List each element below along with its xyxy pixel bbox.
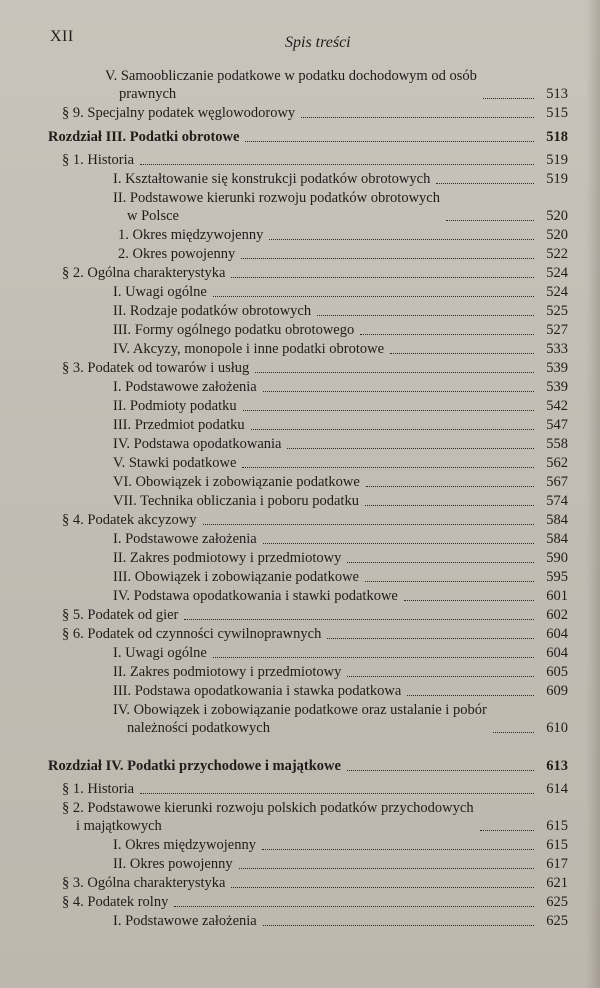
toc-entry (0, 434, 600, 453)
toc-dot-leader (407, 695, 534, 696)
toc-entry-title: § 1. Historia (62, 781, 135, 797)
toc-page-number: 567 (546, 474, 568, 490)
toc-page-number: 519 (546, 171, 568, 187)
toc-entry (0, 377, 600, 396)
toc-page-number: 621 (546, 875, 568, 891)
toc-entry-title: III. Podstawa opodatkowania i stawka podatkowa (113, 683, 402, 699)
toc-page-number: 520 (546, 208, 568, 224)
toc-entry-title: § 4. Podatek akcyzowy (62, 512, 197, 528)
toc-page-number: 617 (546, 856, 568, 872)
toc-entry (0, 624, 600, 643)
toc-entry (0, 244, 600, 263)
toc-entry (0, 358, 600, 377)
toc-entry-title: § 9. Specjalny podatek węglowodorowy (62, 105, 296, 121)
toc-entry-title: III. Przedmiot podatku (113, 417, 245, 433)
toc-dot-leader (347, 562, 534, 563)
toc-entry-title: § 2. Ogólna charakterystyka (62, 265, 226, 281)
toc-page-number: 584 (546, 531, 568, 547)
toc-entry (0, 911, 600, 930)
toc-dot-leader (390, 353, 534, 354)
toc-dot-leader (262, 849, 534, 850)
toc-page-number: 515 (546, 105, 568, 121)
toc-entry (0, 320, 600, 339)
toc-dot-leader (263, 925, 534, 926)
toc-entry-title: II. Podmioty podatku (113, 398, 237, 414)
toc-dot-leader (301, 117, 534, 118)
toc-dot-leader (231, 887, 534, 888)
toc-page-number: 562 (546, 455, 568, 471)
toc-entry-title: § 5. Podatek od gier (62, 607, 179, 623)
toc-page-number: 595 (546, 569, 568, 585)
toc-page-number: 527 (546, 322, 568, 338)
toc-page-number: 604 (546, 626, 568, 642)
toc-page-number: 513 (546, 86, 568, 102)
toc-entry-title: IV. Podstawa opodatkowania (113, 436, 282, 452)
toc-page-number: 524 (546, 284, 568, 300)
toc-entry (0, 282, 600, 301)
toc-dot-leader (446, 220, 534, 221)
toc-dot-leader (239, 868, 534, 869)
toc-entry-title: I. Podstawowe założenia (113, 379, 257, 395)
toc-dot-leader (213, 657, 534, 658)
toc-entry-title: IV. Akcyzy, monopole i inne podatki obrotowe (113, 341, 385, 357)
toc-chapter-entry (0, 751, 600, 779)
toc-entry (0, 169, 600, 188)
toc-dot-leader (174, 906, 534, 907)
toc-entry (0, 150, 600, 169)
toc-dot-leader (231, 277, 534, 278)
toc-page-number: 615 (546, 818, 568, 834)
toc-entry-title: VI. Obowiązek i zobowiązanie podatkowe (113, 474, 360, 490)
toc-dot-leader (243, 410, 534, 411)
toc-entry-title: IV. Obowiązek i zobowiązanie podatkowe oraz ustalanie i pobór należności podatkowych (113, 702, 487, 736)
toc-entry-title: II. Rodzaje podatków obrotowych (113, 303, 312, 319)
toc-entry (0, 415, 600, 434)
toc-entry-title: § 4. Podatek rolny (62, 894, 169, 910)
toc-entry-title: I. Uwagi ogólne (113, 284, 207, 300)
toc-page-number: 625 (546, 894, 568, 910)
toc-dot-leader (327, 638, 534, 639)
running-title: Spis treści (285, 34, 351, 51)
toc-dot-leader (241, 258, 534, 259)
toc-entry (0, 835, 600, 854)
toc-dot-leader (245, 141, 534, 142)
toc-dot-leader (213, 296, 534, 297)
toc-dot-leader (360, 334, 534, 335)
toc-page-number: 590 (546, 550, 568, 566)
toc-entry (0, 779, 600, 798)
toc-entry-title: I. Kształtowanie się konstrukcji podatków obrotowych (113, 171, 431, 187)
toc-page-number: 613 (546, 758, 568, 774)
page-folio: XII (50, 28, 74, 45)
toc-entry-title: V. Stawki podatkowe (113, 455, 237, 471)
toc-entry (0, 605, 600, 624)
toc-page-number: 602 (546, 607, 568, 623)
toc-entry-title: I. Podstawowe założenia (113, 531, 257, 547)
toc-entry-title: V. Samoobliczanie podatkowe w podatku dochodowym od osób prawnych (105, 68, 477, 102)
toc-dot-leader (365, 505, 534, 506)
toc-page-number: 584 (546, 512, 568, 528)
toc-entry-title: II. Zakres podmiotowy i przedmiotowy (113, 664, 342, 680)
toc-page-number: 547 (546, 417, 568, 433)
toc-page-number: 574 (546, 493, 568, 509)
toc-entry-title: III. Formy ogólnego podatku obrotowego (113, 322, 355, 338)
toc-page-number: 525 (546, 303, 568, 319)
toc-entry (0, 662, 600, 681)
toc-entry (0, 873, 600, 892)
toc-page-number: 533 (546, 341, 568, 357)
toc-dot-leader (365, 581, 534, 582)
toc-page-number: 542 (546, 398, 568, 414)
toc-entry-title: § 6. Podatek od czynności cywilnoprawnych (62, 626, 322, 642)
toc-entry (0, 643, 600, 662)
toc-entry-title: VII. Technika obliczania i poboru podatku (113, 493, 359, 509)
toc-entry (0, 263, 600, 282)
toc-dot-leader (140, 164, 534, 165)
toc-dot-leader (366, 486, 534, 487)
toc-entry (0, 188, 600, 225)
toc-entry-title: II. Podstawowe kierunki rozwoju podatków obrotowych w Polsce (113, 190, 440, 224)
toc-dot-leader (493, 732, 534, 733)
toc-entry-title: III. Obowiązek i zobowiązanie podatkowe (113, 569, 359, 585)
toc-entry (0, 798, 600, 835)
toc-entry (0, 567, 600, 586)
toc-dot-leader (263, 543, 534, 544)
toc-page-number: 558 (546, 436, 568, 452)
toc-entry (0, 529, 600, 548)
page-header (0, 0, 600, 62)
toc-page-number: 519 (546, 152, 568, 168)
toc-entry (0, 103, 600, 122)
toc-entry (0, 66, 600, 103)
toc-entry (0, 491, 600, 510)
toc-page-number: 605 (546, 664, 568, 680)
toc-entry-title: § 3. Podatek od towarów i usług (62, 360, 250, 376)
toc-dot-leader (251, 429, 534, 430)
toc-dot-leader (317, 315, 534, 316)
toc-dot-leader (347, 770, 534, 771)
toc-page-number: 524 (546, 265, 568, 281)
toc-entry-title: I. Podstawowe założenia (113, 913, 257, 929)
toc-entry (0, 700, 600, 737)
table-of-contents (0, 66, 600, 930)
toc-entry-title: § 2. Podstawowe kierunki rozwoju polskich podatków przychodowych i majątkowych (62, 800, 474, 834)
toc-dot-leader (203, 524, 535, 525)
toc-page-number: 522 (546, 246, 568, 262)
toc-chapter-entry (0, 122, 600, 150)
toc-page-number: 614 (546, 781, 568, 797)
toc-dot-leader (436, 183, 534, 184)
toc-entry-title: 1. Okres międzywojenny (118, 227, 264, 243)
toc-entry-title: II. Zakres podmiotowy i przedmiotowy (113, 550, 342, 566)
toc-spacer (0, 737, 600, 751)
toc-page-number: 518 (546, 129, 568, 145)
toc-entry (0, 854, 600, 873)
toc-entry (0, 548, 600, 567)
toc-entry (0, 339, 600, 358)
toc-entry (0, 453, 600, 472)
toc-entry-title: § 1. Historia (62, 152, 135, 168)
toc-entry (0, 396, 600, 415)
toc-dot-leader (287, 448, 534, 449)
toc-page-number: 609 (546, 683, 568, 699)
toc-dot-leader (483, 98, 534, 99)
toc-page-number: 601 (546, 588, 568, 604)
toc-page-number: 610 (546, 720, 568, 736)
toc-dot-leader (242, 467, 534, 468)
toc-dot-leader (269, 239, 534, 240)
toc-page-number: 520 (546, 227, 568, 243)
toc-page-number: 539 (546, 360, 568, 376)
toc-dot-leader (255, 372, 534, 373)
toc-page-number: 604 (546, 645, 568, 661)
toc-dot-leader (347, 676, 534, 677)
toc-entry-title: II. Okres powojenny (113, 856, 233, 872)
toc-dot-leader (404, 600, 534, 601)
toc-entry-title: § 3. Ogólna charakterystyka (62, 875, 226, 891)
toc-entry-title: IV. Podstawa opodatkowania i stawki podatkowe (113, 588, 398, 604)
toc-entry (0, 892, 600, 911)
toc-dot-leader (140, 793, 534, 794)
toc-dot-leader (184, 619, 534, 620)
toc-entry (0, 681, 600, 700)
book-spine-shadow (586, 0, 600, 988)
toc-entry-title: 2. Okres powojenny (118, 246, 236, 262)
toc-entry (0, 225, 600, 244)
toc-dot-leader (480, 830, 534, 831)
toc-page-number: 539 (546, 379, 568, 395)
toc-dot-leader (263, 391, 534, 392)
toc-entry (0, 301, 600, 320)
toc-entry (0, 472, 600, 491)
toc-page-number: 625 (546, 913, 568, 929)
toc-page-number: 615 (546, 837, 568, 853)
toc-entry-title: Rozdział IV. Podatki przychodowe i majątkowe (48, 758, 341, 774)
toc-entry-title: I. Uwagi ogólne (113, 645, 207, 661)
toc-entry (0, 586, 600, 605)
toc-entry-title: Rozdział III. Podatki obrotowe (48, 129, 240, 145)
toc-entry-title: I. Okres międzywojenny (113, 837, 256, 853)
toc-entry (0, 510, 600, 529)
